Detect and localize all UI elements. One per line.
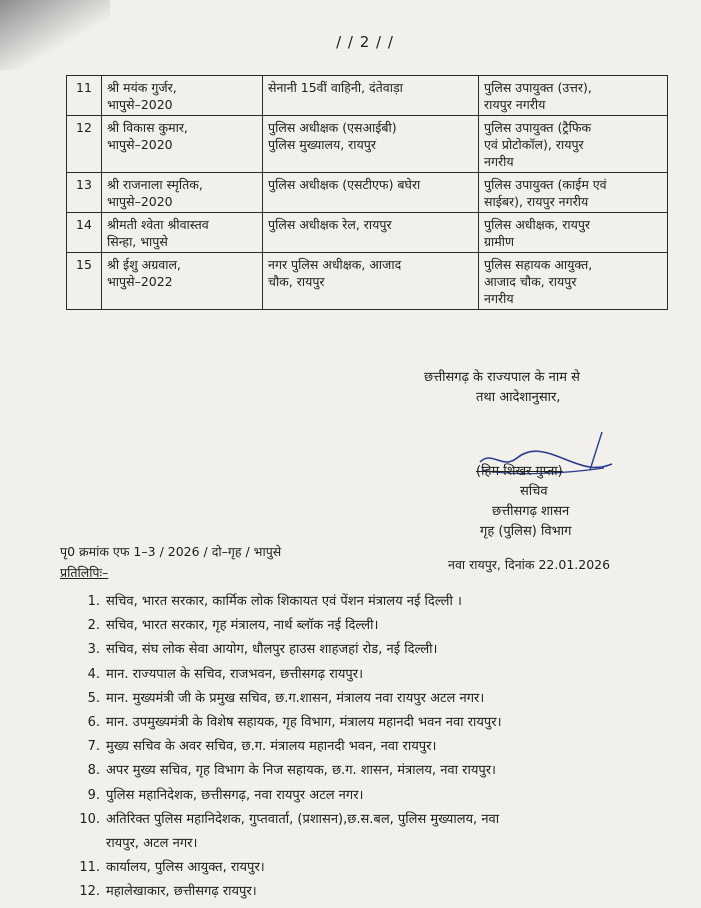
list-item-line: अतिरिक्त पुलिस महानिदेशक, गुप्तवार्ता, (प्रशासन),छ.स.बल, पुलिस मुख्यालय, नवा [106, 811, 500, 827]
list-item-number: 12. [79, 884, 100, 900]
officer-name [102, 213, 263, 253]
officer-name-line: श्री राजनाला स्मृतिक, [107, 177, 203, 192]
list-item-line: मान. राज्यपाल के सचिव, राजभवन, छत्तीसगढ़ रायपुर। [106, 666, 364, 682]
new-posting-line: रायपुर नगरीय [484, 97, 546, 112]
officer-name-line: भापुसे–2020 [107, 97, 173, 112]
officer-name-line: भापुसे–2020 [107, 137, 173, 152]
signatory-block [460, 462, 680, 542]
list-item [78, 614, 678, 638]
list-item-text [106, 590, 678, 614]
officer-name [102, 116, 263, 173]
new-posting-line: पुलिस उपायुक्त (ट्रैफिक [484, 120, 592, 135]
list-item-text [106, 663, 678, 687]
list-item-text [106, 735, 678, 759]
list-item-number: 8. [87, 763, 100, 779]
new-posting-line: नगरीय [484, 154, 514, 169]
list-item-text [106, 856, 678, 880]
list-item-text [106, 711, 678, 735]
new-posting-line: ग्रामीण [484, 234, 515, 249]
list-item [78, 880, 678, 904]
list-item [78, 735, 678, 759]
current-posting-line: चौक, रायपुर [268, 274, 325, 289]
list-item-line: मान. मुख्यमंत्री जी के प्रमुख सचिव, छ.ग.शासन, मंत्रालय नवा रायपुर अटल नगर। [106, 690, 485, 706]
new-posting-line: नगरीय [484, 291, 514, 306]
officer-name [102, 173, 263, 213]
list-item-number: 1. [87, 594, 100, 609]
current-posting-line: पुलिस अधीक्षक रेल, रायपुर [268, 217, 392, 232]
current-posting-line: पुलिस अधीक्षक (एसआईबी) [268, 120, 397, 135]
current-posting-line: सेनानी 15वीं वाहिनी, दंतेवाड़ा [268, 80, 403, 95]
list-item-line: कार्यालय, पुलिस आयुक्त, रायपुर। [106, 860, 265, 876]
list-item-number: 7. [87, 739, 100, 755]
new-posting [479, 173, 668, 213]
list-item-line: मान. उपमुख्यमंत्री के विशेष सहायक, गृह विभाग, मंत्रालय महानदी भवन नवा रायपुर। [106, 715, 502, 731]
list-item [78, 759, 678, 783]
signatory-department: गृह (पुलिस) विभाग [480, 524, 572, 539]
new-posting-line: पुलिस सहायक आयुक्त, [484, 257, 593, 272]
list-item [78, 808, 678, 856]
new-posting [479, 76, 668, 116]
posting-table [66, 75, 668, 310]
new-posting-line: साईबर), रायपुर नगरीय [484, 194, 589, 209]
new-posting [479, 253, 668, 310]
page-corner-shadow [0, 0, 110, 70]
list-item [78, 784, 678, 808]
table-row [67, 76, 668, 116]
officer-name-line: भापुसे–2020 [107, 194, 173, 209]
signatory-name: (हिम शिखर गुप्ता) [476, 464, 563, 479]
new-posting-line: पुलिस उपायुक्त (काईम एवं [484, 177, 607, 192]
new-posting [479, 116, 668, 173]
list-item-text [106, 880, 678, 904]
list-item-number: 4. [87, 666, 100, 682]
signatory-designation: सचिव [520, 484, 548, 499]
list-item-text [106, 638, 678, 662]
reference-date: नवा रायपुर, दिनांक 22.01.2026 [448, 557, 611, 572]
list-item-line: रायपुर, अटल नगर। [106, 836, 198, 852]
serial-number: 12 [67, 116, 102, 173]
current-posting-line: पुलिस अधीक्षक (एसटीएफ) बघेरा [268, 177, 421, 192]
list-item-number: 10. [79, 811, 100, 827]
list-item-number: 11. [79, 860, 100, 876]
list-item-line: सचिव, भारत सरकार, कार्मिक लोक शिकायत एवं पेंशन मंत्रालय नई दिल्ली । [106, 594, 462, 609]
list-item [78, 711, 678, 735]
officer-name-line: श्रीमती श्वेता श्रीवास्तव [107, 217, 209, 232]
page-number: / / 2 / / [336, 33, 394, 51]
officer-name-line: सिन्हा, भापुसे [107, 234, 168, 249]
serial-number: 11 [67, 76, 102, 116]
list-item-text [106, 614, 678, 638]
list-item-line: मुख्य सचिव के अवर सचिव, छ.ग. मंत्रालय महानदी भवन, नवा रायपुर। [106, 739, 437, 755]
list-item-line: महालेखाकार, छत्तीसगढ़ रायपुर। [106, 884, 257, 900]
officer-name [102, 76, 263, 116]
current-posting [263, 253, 479, 310]
list-item-text [106, 687, 678, 711]
list-item [78, 687, 678, 711]
new-posting [479, 213, 668, 253]
list-item-number: 6. [87, 715, 100, 731]
new-posting-line: एवं प्रोटोकॉल), रायपुर [484, 137, 584, 152]
list-item-text [106, 784, 678, 808]
officer-name-line: श्री मयंक गुर्जर, [107, 80, 177, 95]
officer-name-line: श्री विकास कुमार, [107, 120, 188, 135]
list-item-line: सचिव, संघ लोक सेवा आयोग, धौलपुर हाउस शाहजहां रोड, नई दिल्ली। [106, 642, 438, 658]
current-posting-line: पुलिस मुख्यालय, रायपुर [268, 137, 376, 152]
table-row [67, 116, 668, 173]
list-item [78, 590, 678, 614]
list-item [78, 663, 678, 687]
list-item-number: 5. [87, 690, 100, 706]
copy-to-list [78, 590, 678, 905]
new-posting-line: पुलिस उपायुक्त (उत्तर), [484, 80, 592, 95]
new-posting-line: आजाद चौक, रायपुर [484, 274, 577, 289]
current-posting [263, 173, 479, 213]
list-item-number: 9. [87, 787, 100, 803]
order-note-line-1: छत्तीसगढ़ के राज्यपाल के नाम से [424, 370, 580, 385]
current-posting [263, 213, 479, 253]
current-posting-line: नगर पुलिस अधीक्षक, आजाद [268, 257, 402, 272]
serial-number: 14 [67, 213, 102, 253]
officer-name [102, 253, 263, 310]
list-item-line: पुलिस महानिदेशक, छत्तीसगढ़, नवा रायपुर अटल नगर। [106, 787, 364, 803]
new-posting-line: पुलिस अधीक्षक, रायपुर [484, 217, 591, 232]
table-row [67, 213, 668, 253]
copy-to-heading: प्रतिलिपिः– [60, 565, 109, 580]
list-item-text [106, 808, 678, 856]
list-item-text [106, 759, 678, 783]
reference-number: पृ0 क्रमांक एफ 1–3 / 2026 / दो–गृह / भापुसे [60, 544, 282, 559]
officer-name-line: भापुसे–2022 [107, 274, 173, 289]
serial-number: 13 [67, 173, 102, 213]
list-item-number: 2. [87, 618, 100, 634]
list-item-line: अपर मुख्य सचिव, गृह विभाग के निज सहायक, छ.ग. शासन, मंत्रालय, नवा रायपुर। [106, 763, 496, 779]
list-item [78, 638, 678, 662]
list-item-line: सचिव, भारत सरकार, गृह मंत्रालय, नार्थ ब्लॉक नई दिल्ली। [106, 618, 379, 634]
list-item [78, 856, 678, 880]
serial-number: 15 [67, 253, 102, 310]
current-posting [263, 76, 479, 116]
table-row [67, 173, 668, 213]
list-item-number: 3. [87, 642, 100, 658]
current-posting [263, 116, 479, 173]
order-note [424, 368, 674, 408]
signatory-government: छत्तीसगढ़ शासन [492, 504, 570, 519]
officer-name-line: श्री ईशु अग्रवाल, [107, 257, 181, 272]
order-note-line-2: तथा आदेशानुसार, [476, 390, 561, 405]
table-row [67, 253, 668, 310]
